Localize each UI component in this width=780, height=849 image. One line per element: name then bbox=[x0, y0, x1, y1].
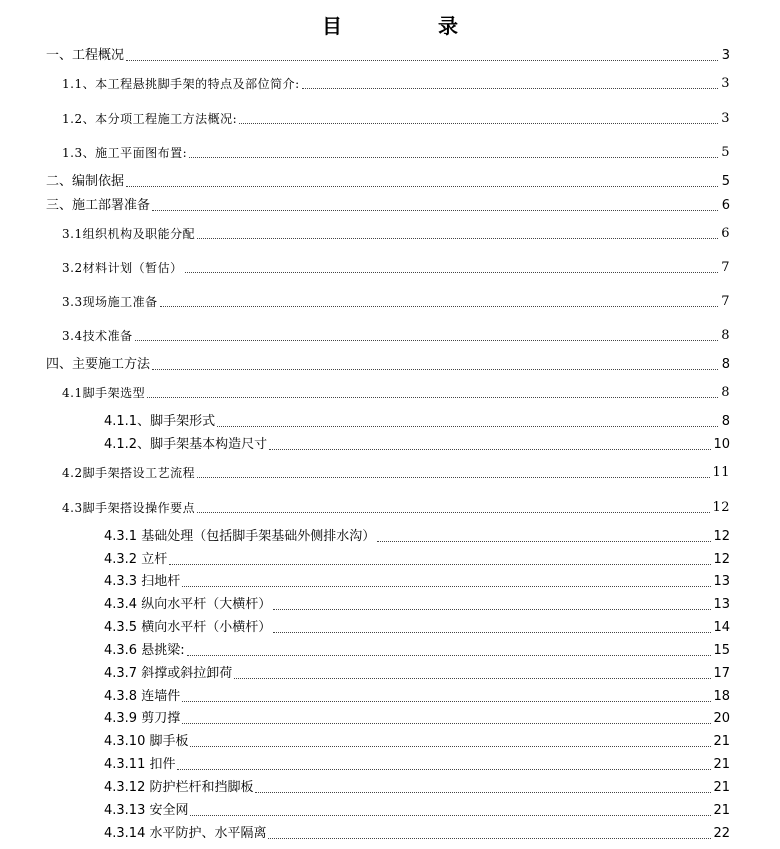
toc-entry-label: 4.3.1 基础处理（包括脚手架基础外侧排水沟） bbox=[104, 529, 376, 544]
dot-leader bbox=[126, 60, 718, 61]
dot-leader bbox=[126, 186, 718, 187]
toc-entry-label: 4.3.7 斜撑或斜拉卸荷 bbox=[104, 666, 233, 681]
dot-leader bbox=[190, 815, 711, 816]
toc-entry-label: 4.3.14 水平防护、水平隔离 bbox=[104, 826, 267, 841]
toc-page-number: 18 bbox=[713, 689, 730, 704]
toc-page-number: 20 bbox=[713, 711, 730, 726]
dot-leader bbox=[147, 397, 718, 398]
toc-page-number: 7 bbox=[721, 294, 730, 309]
dot-leader bbox=[182, 586, 711, 587]
toc-entry-label: 3.3现场施工准备 bbox=[62, 295, 158, 309]
toc-entry[interactable] bbox=[104, 688, 730, 706]
toc-entry-label: 4.3.3 扫地杆 bbox=[104, 574, 181, 589]
toc-entry[interactable] bbox=[46, 197, 730, 215]
toc-page-number: 21 bbox=[713, 780, 730, 795]
dot-leader bbox=[152, 369, 718, 370]
toc-entry-label: 4.3.11 扣件 bbox=[104, 757, 176, 772]
toc-entry[interactable] bbox=[62, 225, 730, 243]
dot-leader bbox=[160, 306, 718, 307]
toc-page-number: 12 bbox=[712, 500, 730, 515]
toc-entry-label: 4.3.2 立杆 bbox=[104, 552, 168, 567]
toc-entry[interactable] bbox=[104, 436, 730, 454]
toc-page-number: 3 bbox=[721, 111, 730, 126]
toc-entry-label: 4.1脚手架选型 bbox=[62, 386, 146, 400]
dot-leader bbox=[273, 632, 711, 633]
dot-leader bbox=[197, 512, 710, 513]
toc-entry[interactable] bbox=[46, 173, 730, 191]
toc-page-number: 21 bbox=[713, 734, 730, 749]
dot-leader bbox=[182, 723, 711, 724]
toc-entry[interactable] bbox=[62, 75, 730, 93]
toc-entry[interactable] bbox=[104, 825, 730, 843]
toc-entry[interactable] bbox=[62, 110, 730, 128]
toc-page-number: 12 bbox=[713, 529, 730, 544]
toc-page-number: 8 bbox=[721, 414, 730, 429]
toc-page-number: 17 bbox=[713, 666, 730, 681]
toc-entry[interactable] bbox=[46, 47, 730, 65]
toc-entry[interactable] bbox=[46, 356, 730, 374]
dot-leader bbox=[190, 746, 711, 747]
toc-entry-label: 1.2、本分项工程施工方法概况: bbox=[62, 112, 238, 126]
toc-title: 目 录 bbox=[322, 14, 496, 38]
toc-page-number: 14 bbox=[713, 620, 730, 635]
toc-entry[interactable] bbox=[62, 293, 730, 311]
toc-entry-label: 4.3.12 防护栏杆和挡脚板 bbox=[104, 780, 254, 795]
toc-entry-label: 3.1组织机构及职能分配 bbox=[62, 227, 196, 241]
dot-leader bbox=[234, 678, 711, 679]
toc-entry[interactable] bbox=[104, 619, 730, 637]
toc-page-number: 12 bbox=[713, 552, 730, 567]
dot-leader bbox=[135, 340, 718, 341]
toc-page-number: 8 bbox=[721, 328, 730, 343]
toc-entry-label: 4.3.13 安全网 bbox=[104, 803, 189, 818]
toc-entry[interactable] bbox=[104, 528, 730, 546]
toc-page-number: 21 bbox=[713, 803, 730, 818]
toc-page-number: 22 bbox=[713, 826, 730, 841]
toc-entry-label: 4.2脚手架搭设工艺流程 bbox=[62, 466, 196, 480]
toc-entry-label: 4.3.5 横向水平杆（小横杆） bbox=[104, 620, 272, 635]
toc-entry-label: 4.1.1、脚手架形式 bbox=[104, 414, 216, 429]
toc-page-number: 11 bbox=[712, 465, 730, 480]
toc-entry[interactable] bbox=[104, 665, 730, 683]
toc-page-number: 15 bbox=[713, 643, 730, 658]
toc-entry-label: 一、工程概况 bbox=[46, 48, 125, 63]
toc-entry[interactable] bbox=[62, 259, 730, 277]
toc-entry[interactable] bbox=[62, 499, 730, 517]
dot-leader bbox=[169, 564, 711, 565]
toc-entry[interactable] bbox=[104, 551, 730, 569]
dot-leader bbox=[255, 792, 711, 793]
toc-entry-label: 三、施工部署准备 bbox=[46, 198, 151, 213]
toc-entry[interactable] bbox=[62, 384, 730, 402]
toc-entry[interactable] bbox=[104, 642, 730, 660]
toc-entry-label: 3.2材料计划（暂估） bbox=[62, 261, 183, 275]
toc-entry[interactable] bbox=[104, 573, 730, 591]
toc-entry[interactable] bbox=[62, 464, 730, 482]
dot-leader bbox=[182, 701, 711, 702]
dot-leader bbox=[239, 123, 718, 124]
dot-leader bbox=[189, 157, 718, 158]
toc-entry-label: 4.3脚手架搭设操作要点 bbox=[62, 501, 196, 515]
toc-page-number: 6 bbox=[721, 226, 730, 241]
dot-leader bbox=[217, 426, 718, 427]
toc-entry[interactable] bbox=[104, 756, 730, 774]
dot-leader bbox=[269, 449, 711, 450]
toc-entry-label: 4.3.6 悬挑梁: bbox=[104, 643, 185, 658]
toc-entry-label: 4.3.4 纵向水平杆（大横杆） bbox=[104, 597, 272, 612]
toc-page-number: 5 bbox=[721, 145, 730, 160]
toc-page-number: 7 bbox=[721, 260, 730, 275]
dot-leader bbox=[197, 238, 718, 239]
toc-entry[interactable] bbox=[104, 733, 730, 751]
toc-entry-label: 4.3.8 连墙件 bbox=[104, 689, 181, 704]
dot-leader bbox=[197, 477, 710, 478]
toc-page-number: 13 bbox=[713, 597, 730, 612]
toc-entry-label: 4.3.9 剪刀撑 bbox=[104, 711, 181, 726]
toc-entry-label: 二、编制依据 bbox=[46, 174, 125, 189]
toc-page-number: 13 bbox=[713, 574, 730, 589]
toc-page-number: 10 bbox=[713, 437, 730, 452]
toc-entry-label: 1.1、本工程悬挑脚手架的特点及部位简介: bbox=[62, 77, 300, 91]
toc-page-number: 3 bbox=[721, 48, 730, 63]
dot-leader bbox=[187, 655, 712, 656]
toc-entry[interactable] bbox=[62, 327, 730, 345]
toc-entry[interactable] bbox=[104, 710, 730, 728]
toc-entry[interactable] bbox=[104, 802, 730, 820]
toc-entry[interactable] bbox=[104, 779, 730, 797]
dot-leader bbox=[273, 609, 711, 610]
toc-page-number: 21 bbox=[713, 757, 730, 772]
toc-page-number: 8 bbox=[721, 357, 730, 372]
dot-leader bbox=[152, 210, 718, 211]
dot-leader bbox=[268, 838, 711, 839]
toc-entry-label: 4.3.10 脚手板 bbox=[104, 734, 189, 749]
toc-entry[interactable] bbox=[62, 144, 730, 162]
dot-leader bbox=[377, 541, 711, 542]
toc-entry-label: 1.3、施工平面图布置: bbox=[62, 146, 188, 160]
toc-page-number: 3 bbox=[721, 76, 730, 91]
dot-leader bbox=[177, 769, 711, 770]
toc-page-number: 8 bbox=[721, 385, 730, 400]
dot-leader bbox=[302, 88, 718, 89]
toc-entry-label: 4.1.2、脚手架基本构造尺寸 bbox=[104, 437, 268, 452]
toc-entry-label: 3.4技术准备 bbox=[62, 329, 133, 343]
toc-page-number: 5 bbox=[721, 174, 730, 189]
toc-entry[interactable] bbox=[104, 413, 730, 431]
dot-leader bbox=[185, 272, 718, 273]
toc-page-number: 6 bbox=[721, 198, 730, 213]
toc-entry[interactable] bbox=[104, 596, 730, 614]
toc-entry-label: 四、主要施工方法 bbox=[46, 357, 151, 372]
